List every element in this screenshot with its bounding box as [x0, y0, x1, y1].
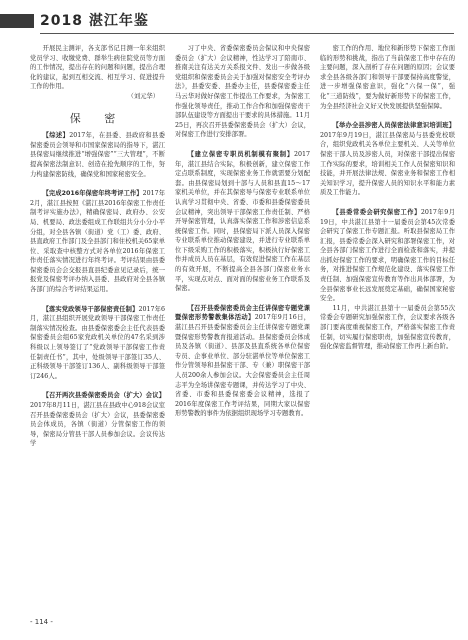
paragraph	[30, 391, 165, 449]
text-column-3	[320, 44, 455, 352]
paragraph-text: 11月，中共湛江县第十一届委员会第55次常委会专题研究加强保密工作，会议要求各级各部门要高度重视保密工作，严格落实保密工作责任制，切实履行保密职责，加强保密宣传教育，强化保密监督管理，推动保密工作再上新台阶。	[320, 304, 455, 351]
paragraph-gap	[320, 198, 455, 208]
paragraph-text: 开展民主测评，各支部书记目测一年来组织党员学习、收缴党费、群举生病住院党员等方面的工作情况，提出存在的问题和问题，提出合理化的建议，起到互相交流、相互学习、促进提升工作的作用。	[30, 45, 165, 91]
paragraph-gap	[320, 111, 455, 121]
header-mark	[0, 14, 34, 28]
paragraph-heading: 【召开县委保密委员会主任讲保密专题党课暨保密形势警教集体活动】	[175, 304, 310, 322]
paragraph	[320, 44, 455, 111]
section-heading: 保 密	[69, 111, 126, 125]
paragraph-heading: 【县委常委会研究保密工作】	[332, 208, 421, 216]
paragraph	[175, 304, 310, 419]
text-column-2	[175, 44, 310, 419]
paragraph-heading: 【落实党政领导干部保密责任制】	[42, 305, 139, 313]
paragraph-text: 2017年，在县委、县政府和县委保密委员会领导和市国家保密局的指导下，湛江县保密局继续推进“增强保密”“三大管理”，不断提高保密法制意识、创造在抢先顺序的工作，努力构建保密防线，确保党和国家秘密安全。	[30, 132, 165, 178]
header-rule	[40, 33, 454, 34]
paragraph-text: 密工作的作用、地位和新形势下保密工作面临的形势和挑战，指出了当前保密工作中存在的主要问题，深入剖析了存在问题的原因；会议要求全县各级各部门和领导干部要保持高度警觉，进一步增强保密意识，强化“六保一保”，强化“三道防线”，要为做好新形势下的保密工作，为全县经济社会义好又快发展提供坚强保障。	[320, 45, 455, 110]
paragraph-gap	[30, 381, 165, 391]
paragraph-text: 2017年9月19日，中共湛江县第十一届委员会第45次常委会研究了保密工作专题汇报。听取县保密局工作汇报，县委常委会深入研究和部署保密工作，对全县各部门保密工作进行全面检查和落实，并提出抓好保密工作的要求，明确保密工作的目标任务，对推进保密工作规范化建设、落实保密工作责任制、加强保密宣传教育等作出具体部署，为全县保密事业长远发展奠定基础，确保国家秘密安全。	[320, 208, 455, 303]
paragraph-text: 习了中央、省委保密委员会保议和中央保密委员会（扩大）会议精神，性达学习了陪南市、推南关注有达关方关系报文件、发出一步做各级党组织和保密委员会关于加强对保密安全考评办法》，县委安委、县委办主任，县委保密委主任马云华对做好保密工作提出工作要求，为保密工作强化领导责任，推动工作合作和加强保密责干部队伍建设等方面提出干要求的具体措施。11月25日，再次召开县委保密委员会（扩大）会议，对保密工作进行安排部署。	[175, 45, 310, 139]
paragraph	[30, 44, 165, 92]
paragraph	[30, 305, 165, 382]
paragraph	[30, 131, 165, 179]
paragraph-text: 2017年2月，湛江县按照《湛江县2016年保密工作责任制考评实施办法》，精确保密局、政府办、公安局、机要局、政法委组成工作联组共分小分小平分组，对全县各镇（街道）党（工）委、政府、县直政府工作部门及全县部门和住校机关65家单位、采取查中核整方式对各单位2016年保密工作责任落实情况进行年终考评。考评结果由县委保密委员会会交报县直县纪委意见记录后，统一报党及保密考评办纳入县委、县政府对全县各镇各部门的综合考评结果运用。	[30, 190, 165, 294]
paragraph-heading: 【完成2016年保密年终考评工作】	[42, 190, 143, 198]
page-number: - 114 -	[30, 618, 53, 626]
paragraph-gap	[30, 179, 165, 189]
paragraph-text: 2017年6月，湛江县组织开展党政领导干部保密工作责任制落实情况检查。由县委保密委会主任代表县委保密委员会组65家党政机关单位的47名采到涉科级以上领导签订了“党政领导干部保密工作责任制责任书”，其中，处级领导干部签订35人、正科级领导干部签订136人、副科级领导干部签订246人。	[30, 305, 165, 380]
paragraph-gap	[175, 140, 310, 150]
paragraph	[320, 304, 455, 352]
paragraph-text: 2017年，湛江县结合实际，积极创新，建立保密工作定点联系制度，实现保密业务工作就需要分划配套。由县保密局划到十部与人员和县直15～17家机关单位，并在其保密导与保密专业联系单位认真学习贯彻中央、省委、市委和县委保密委员会议精神，突出领导干部保密工作责任制、严格开导保密管理，认真落实保密工作和涉密信息系统保密工作。同时，县保密局下派人员深入保密专业联系单位推动保密建设，并进行专业联系单位下级采购工作的积极落实，积极执行好保密工作并成员人员在基层，有效促进保密工作在基层的有效开展，不断提高全县各部门保密业务水平，实现点对点、面对面的保密业务工作联系及保密。	[175, 150, 310, 293]
paragraph	[320, 208, 455, 304]
paragraph-text: 2017年8月11日，湛江县在县政中心918会议室召开县委保密委员会（扩大）会议，县委保密委员会体成员，各镇（街道）分管保密工作的领导，保密局分管县干部人员参加会议。会议传达学	[30, 402, 165, 448]
paragraph-text: 2017年9月16日，湛江县召开县委保密委员会主任讲保密专题党课暨保密形势警教育报道活动。县保密委员会体成员及各镇（街道）、县部及县直系统各单位保密专员、企事业单位、部分驻湛单位等单位保密工作分管领导和县保密干部、专（兼）职保密干部人员200余人参加会议。大会保密委员会主任周志平为全场讲保密专题课，并传达学习了中央、省委、市委和县委保密委会议精神，选报了2016年度保密工作考评结果，同期大家以保密形势警教的事件为依据组织现场学习专题教育。	[175, 314, 311, 418]
text-column-1	[30, 44, 165, 449]
paragraph-heading: 【综述】	[42, 132, 70, 140]
page-title: 2018 湛江年鉴	[40, 13, 149, 29]
paragraph-heading: 【建立保密专职员机制模有聚制】	[187, 150, 294, 158]
paragraph	[175, 44, 310, 140]
paragraph	[320, 121, 455, 198]
paragraph-heading: 【召开两次县委保密委员会（扩大）会议】	[42, 392, 165, 400]
paragraph	[175, 150, 310, 294]
author-signature: （刘元华）	[127, 92, 159, 100]
paragraph-heading: 【举办全县涉密人员保密法律意识培训班】	[332, 122, 455, 130]
paragraph-gap	[30, 295, 165, 305]
paragraph	[30, 189, 165, 295]
paragraph-text: 2017年9月19日，湛江县保密局与县委党校联合，组织党政机关各单位主要机关、人关等单位保密干部人员及涉密人员，对保密干部提出保密工作实际的要求，培训相关工作人员保密知识和技能，并开展法律法规、保密业务和保密工作相关知识学习，提升保密人员的知识水平和能力素质及工作能力。	[320, 131, 455, 197]
page-header	[0, 0, 468, 34]
paragraph-gap	[175, 294, 310, 304]
